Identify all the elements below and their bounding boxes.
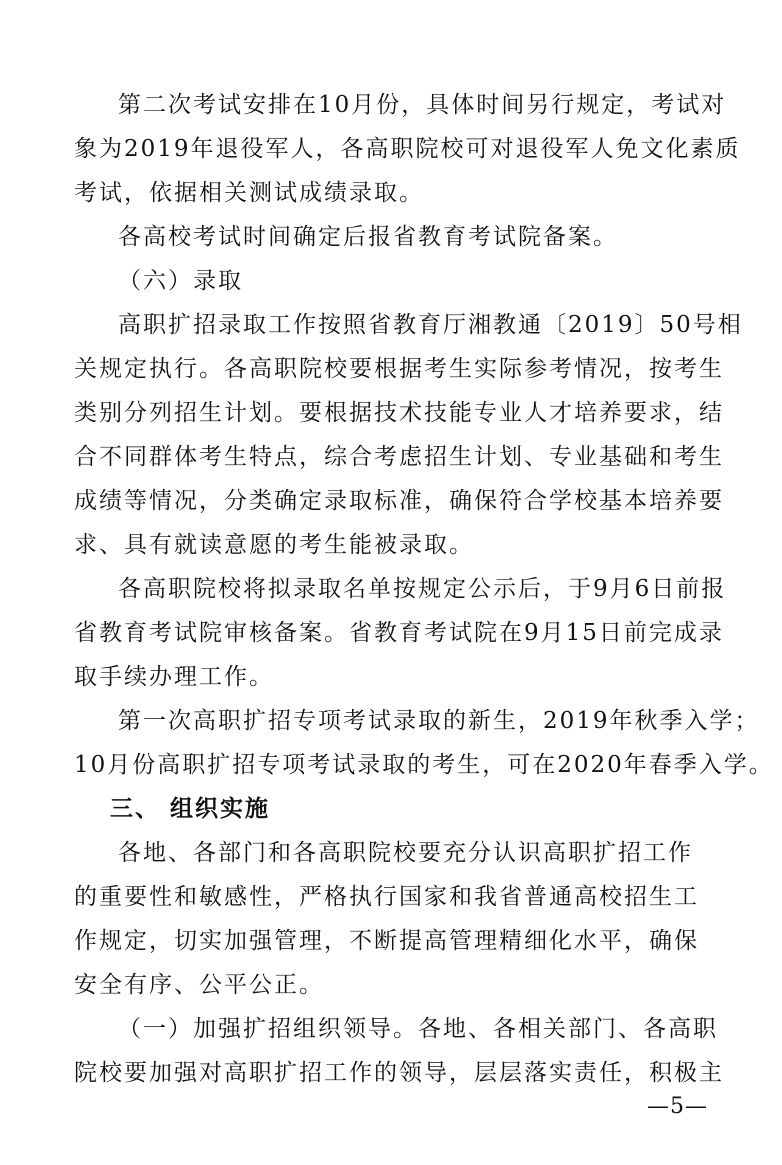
- paragraph-line: 第二次考试安排在10月份，具体时间另行规定，考试对: [118, 92, 727, 118]
- paragraph-line: （一）加强扩招组织领导。各地、各相关部门、各高职: [118, 1016, 718, 1042]
- paragraph-line: 取手续办理工作。: [74, 664, 274, 690]
- paragraph-line: 象为2019年退役军人，各高职院校可对退役军人免文化素质: [74, 136, 741, 162]
- paragraph-line: 10月份高职扩招专项考试录取的考生，可在2020年春季入学。: [74, 752, 774, 778]
- paragraph-line: 类别分列招生计划。要根据技术技能专业人才培养要求，结: [74, 400, 724, 426]
- paragraph-line: 安全有序、公平公正。: [74, 972, 324, 998]
- paragraph-line: 各高职院校将拟录取名单按规定公示后，于9月6日前报: [118, 576, 727, 602]
- section-subheading: （六）录取: [118, 268, 243, 294]
- paragraph-line: 关规定执行。各高职院校要根据考生实际参考情况，按考生: [74, 356, 724, 382]
- paragraph-line: 高职扩招录取工作按照省教育厅湘教通〔2019〕50号相: [118, 312, 743, 338]
- paragraph-line: 合不同群体考生特点，综合考虑招生计划、专业基础和考生: [74, 444, 724, 470]
- paragraph-line: 求、具有就读意愿的考生能被录取。: [74, 532, 474, 558]
- paragraph-line: 各地、各部门和各高职院校要充分认识高职扩招工作: [118, 840, 693, 866]
- section-heading: 三、 组织实施: [110, 796, 271, 822]
- paragraph-line: 的重要性和敏感性，严格执行国家和我省普通高校招生工: [74, 884, 699, 910]
- paragraph-line: 院校要加强对高职扩招工作的领导，层层落实责任，积极主: [74, 1060, 724, 1086]
- paragraph-line: 作规定，切实加强管理，不断提高管理精细化水平，确保: [74, 928, 699, 954]
- page-number: —5—: [647, 1094, 708, 1119]
- paragraph-line: 考试，依据相关测试成绩录取。: [74, 180, 424, 206]
- paragraph-line: 成绩等情况，分类确定录取标准，确保符合学校基本培养要: [74, 488, 724, 514]
- paragraph-line: 省教育考试院审核备案。省教育考试院在9月15日前完成录: [74, 620, 724, 646]
- paragraph-line: 各高校考试时间确定后报省教育考试院备案。: [118, 224, 618, 250]
- paragraph-line: 第一次高职扩招专项考试录取的新生，2019年秋季入学；: [118, 708, 760, 734]
